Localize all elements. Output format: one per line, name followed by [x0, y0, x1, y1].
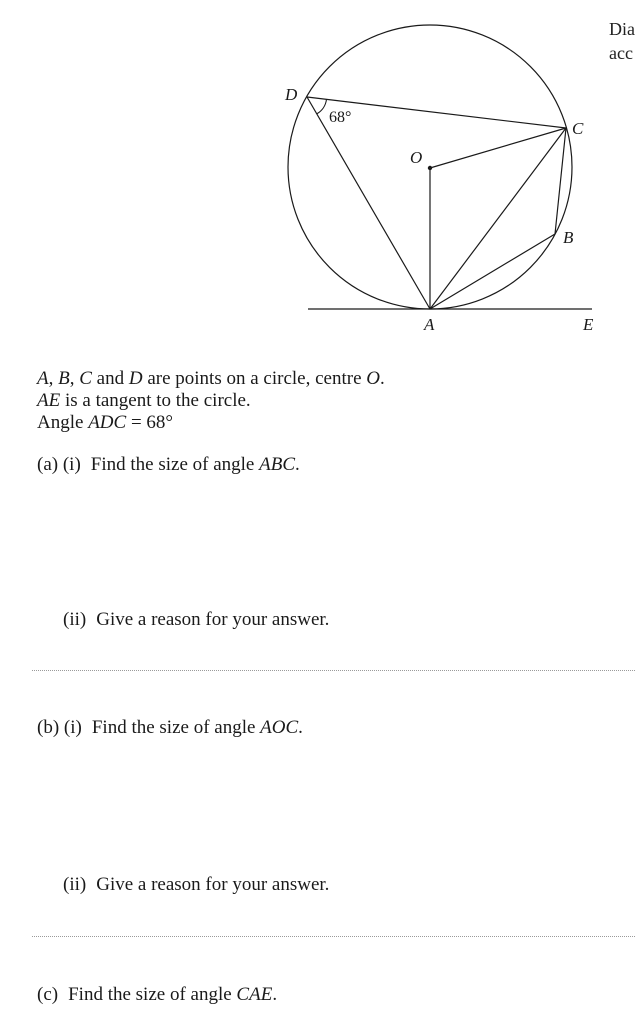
diagram-note-line-2: acc [609, 43, 633, 63]
point-label-b: B [563, 228, 574, 247]
angle-arc-d [317, 99, 327, 114]
diagram-note-line-1: Dia [609, 19, 635, 39]
question-a-i: (a) (i) Find the size of angle ABC. [37, 454, 300, 475]
angle-label-68: 68° [329, 109, 352, 126]
chord-ca [430, 128, 566, 309]
question-a-ii: (ii) Give a reason for your answer. [63, 609, 330, 630]
question-b-i-number: (b) (i) [37, 717, 82, 738]
answer-line-b-ii[interactable] [32, 936, 635, 937]
question-c-number: (c) [37, 984, 59, 1005]
question-a-ii-number: (ii) [63, 609, 87, 630]
question-c: (c) Find the size of angle CAE. [37, 984, 278, 1005]
statement-line-1: A, B, C and D are points on a circle, centre O. [37, 368, 385, 389]
answer-line-a-ii[interactable] [32, 670, 635, 671]
statement-line-2: AE is a tangent to the circle. [37, 390, 251, 411]
point-label-o: O [410, 148, 423, 167]
question-b-i: (b) (i) Find the size of angle AOC. [37, 717, 303, 738]
chord-cb [555, 128, 566, 234]
question-b-ii: (ii) Give a reason for your answer. [63, 874, 330, 895]
point-label-d: D [285, 85, 298, 104]
chord-ba [430, 234, 555, 309]
circle-geometry-diagram [0, 0, 635, 345]
question-b-ii-number: (ii) [63, 874, 87, 895]
point-label-a: A [424, 315, 435, 334]
chord-da [307, 97, 430, 309]
point-label-c: C [572, 119, 584, 138]
statement-line-3: Angle ADC = 68° [37, 412, 174, 433]
radius-oc [430, 128, 566, 168]
point-label-e: E [583, 315, 594, 334]
centre-point-o [428, 166, 432, 170]
question-a-i-number: (a) (i) [37, 454, 81, 475]
